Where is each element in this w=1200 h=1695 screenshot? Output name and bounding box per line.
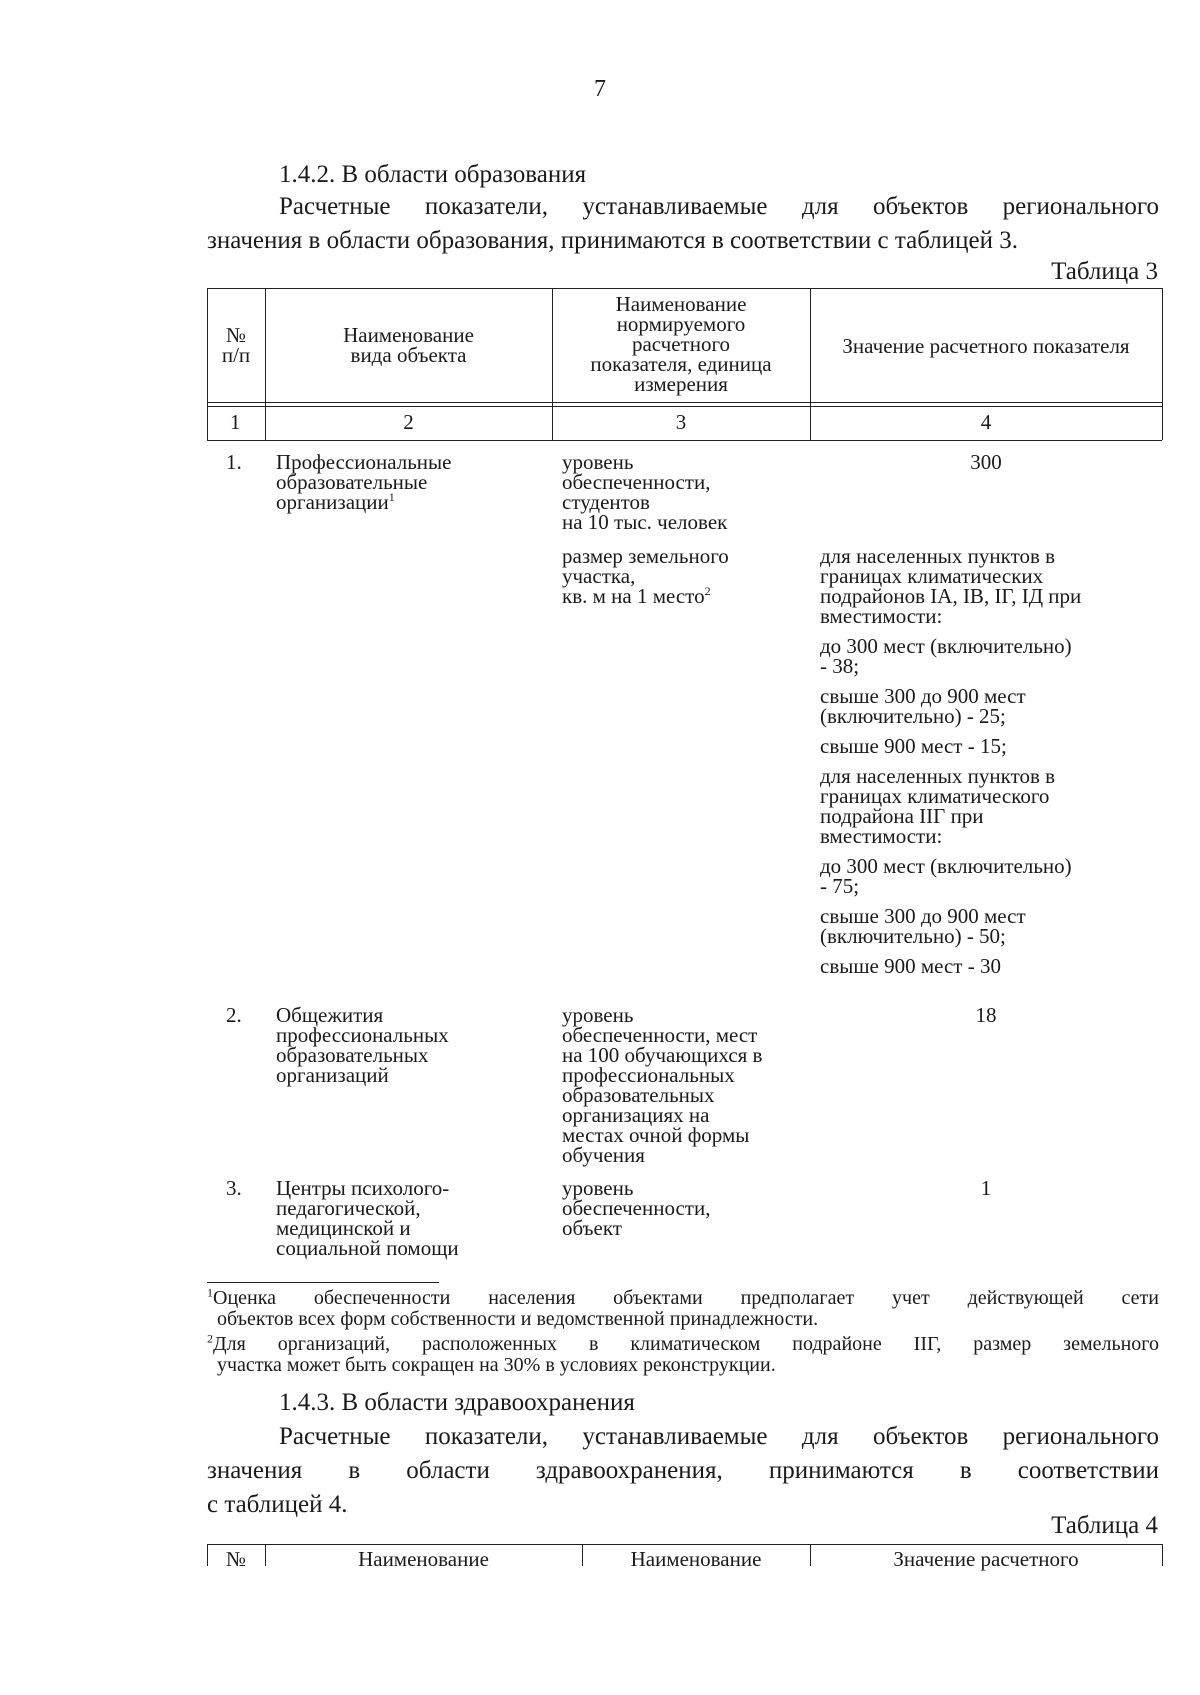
header-cell-value: Значение расчетного (893, 1547, 1079, 1571)
table-border-right (1162, 1544, 1163, 1566)
footnote-ref: 1 (388, 490, 395, 504)
header-cell-number: № (225, 1547, 247, 1571)
indicator-name: уровень обеспеченности, студентов на 10 тыс. человек (562, 450, 728, 534)
header-cell-object-name: Наименование вида объекта (343, 323, 474, 367)
column-number: 1 (230, 410, 241, 434)
footnote-marker: 1 (207, 1285, 213, 1300)
column-number: 4 (980, 410, 992, 434)
footnote-1: $^1$Оценка обеспеченности населения объектами предполагает учет действующей сети объектов всех форм собственности и ведомственной принадлежности. (207, 1285, 1159, 1330)
footnote-marker: 2 (207, 1331, 213, 1346)
page-number: 7 (594, 76, 606, 102)
row-number: 2. (226, 1003, 242, 1027)
column-number: 2 (403, 410, 414, 434)
table-label-4: Таблица 4 (1051, 1512, 1158, 1539)
row-number: 3. (226, 1176, 242, 1200)
table-border-right (1162, 288, 1163, 440)
object-name: Профессиональные образовательные организации$^1$ (276, 450, 452, 514)
section-paragraph-healthcare (207, 1420, 1159, 1522)
object-name: Центры психолого- педагогической, медицинской и социальной помощи (276, 1176, 459, 1260)
footnote-ref: 2 (704, 584, 711, 598)
paragraph-line: Расчетные показатели, устанавливаемые для объектов регионального (279, 193, 1159, 220)
paragraph-line: значения в области здравоохранения, принимаются в соответствии (207, 1457, 1159, 1484)
row-number: 1. (226, 450, 242, 474)
header-cell-value: Значение расчетного показателя (842, 334, 1130, 358)
paragraph-line: с таблицей 4. (207, 1491, 348, 1518)
header-cell-indicator: Наименование (630, 1547, 762, 1571)
header-cell-object-name: Наименование (358, 1547, 489, 1571)
indicator-value: 1 (980, 1176, 992, 1200)
column-number: 3 (675, 410, 687, 434)
header-cell-indicator: Наименование нормируемого расчетного показателя, единица измерения (590, 292, 772, 396)
table-border-top (207, 1544, 1162, 1545)
section-paragraph-education (207, 190, 1159, 258)
indicator-value: 18 (975, 1003, 997, 1027)
section-heading-education: 1.4.2. В области образования (279, 161, 587, 188)
table-numrow-top (207, 406, 1162, 407)
table-numrow-bottom (207, 440, 1162, 441)
table-header-divider (207, 402, 1162, 403)
footnote-2: $^2$Для организаций, расположенных в климатическом подрайоне IIГ, размер земельного участка может быть сокращен на 30% в условиях реконструкции. (207, 1331, 1159, 1376)
indicator-value: 300 (970, 450, 1002, 474)
paragraph-line: Расчетные показатели, устанавливаемые для объектов регионального (279, 1423, 1159, 1450)
paragraph-line: значения в области образования, принимаются в соответствии с таблицей 3. (207, 227, 1018, 254)
indicator-name: уровень обеспеченности, объект (562, 1176, 711, 1240)
object-name: Общежития профессиональных образовательных организаций (276, 1003, 449, 1087)
indicator-name: размер земельного участка, кв. м на 1 место$^2$ (562, 544, 729, 608)
table-border-top (207, 288, 1162, 289)
indicator-value: для населенных пунктов в границах климатических подрайонов IA, IB, IГ, IД при вместимости: до 300 мест (включительно) - 38; свыше 300 до 900 мест (включительно) - 25; свыше 900 мест - 15; для населенных пунктов в границах климатического подрайона IIГ при вместимости: до 300 мест (включительно) - 75; свыше 300 до 900 мест (включительно) - 50; свыше 900 мест - 30 (820, 544, 1082, 978)
indicator-name: уровень обеспеченности, мест на 100 обучающихся в профессиональных образовательных организациях на местах очной формы обучения (562, 1003, 763, 1167)
header-cell-number: № п/п (221, 323, 251, 367)
table-label-3: Таблица 3 (1051, 258, 1158, 285)
footnote-separator (207, 1282, 439, 1283)
section-heading-healthcare: 1.4.3. В области здравоохранения (279, 1389, 635, 1416)
